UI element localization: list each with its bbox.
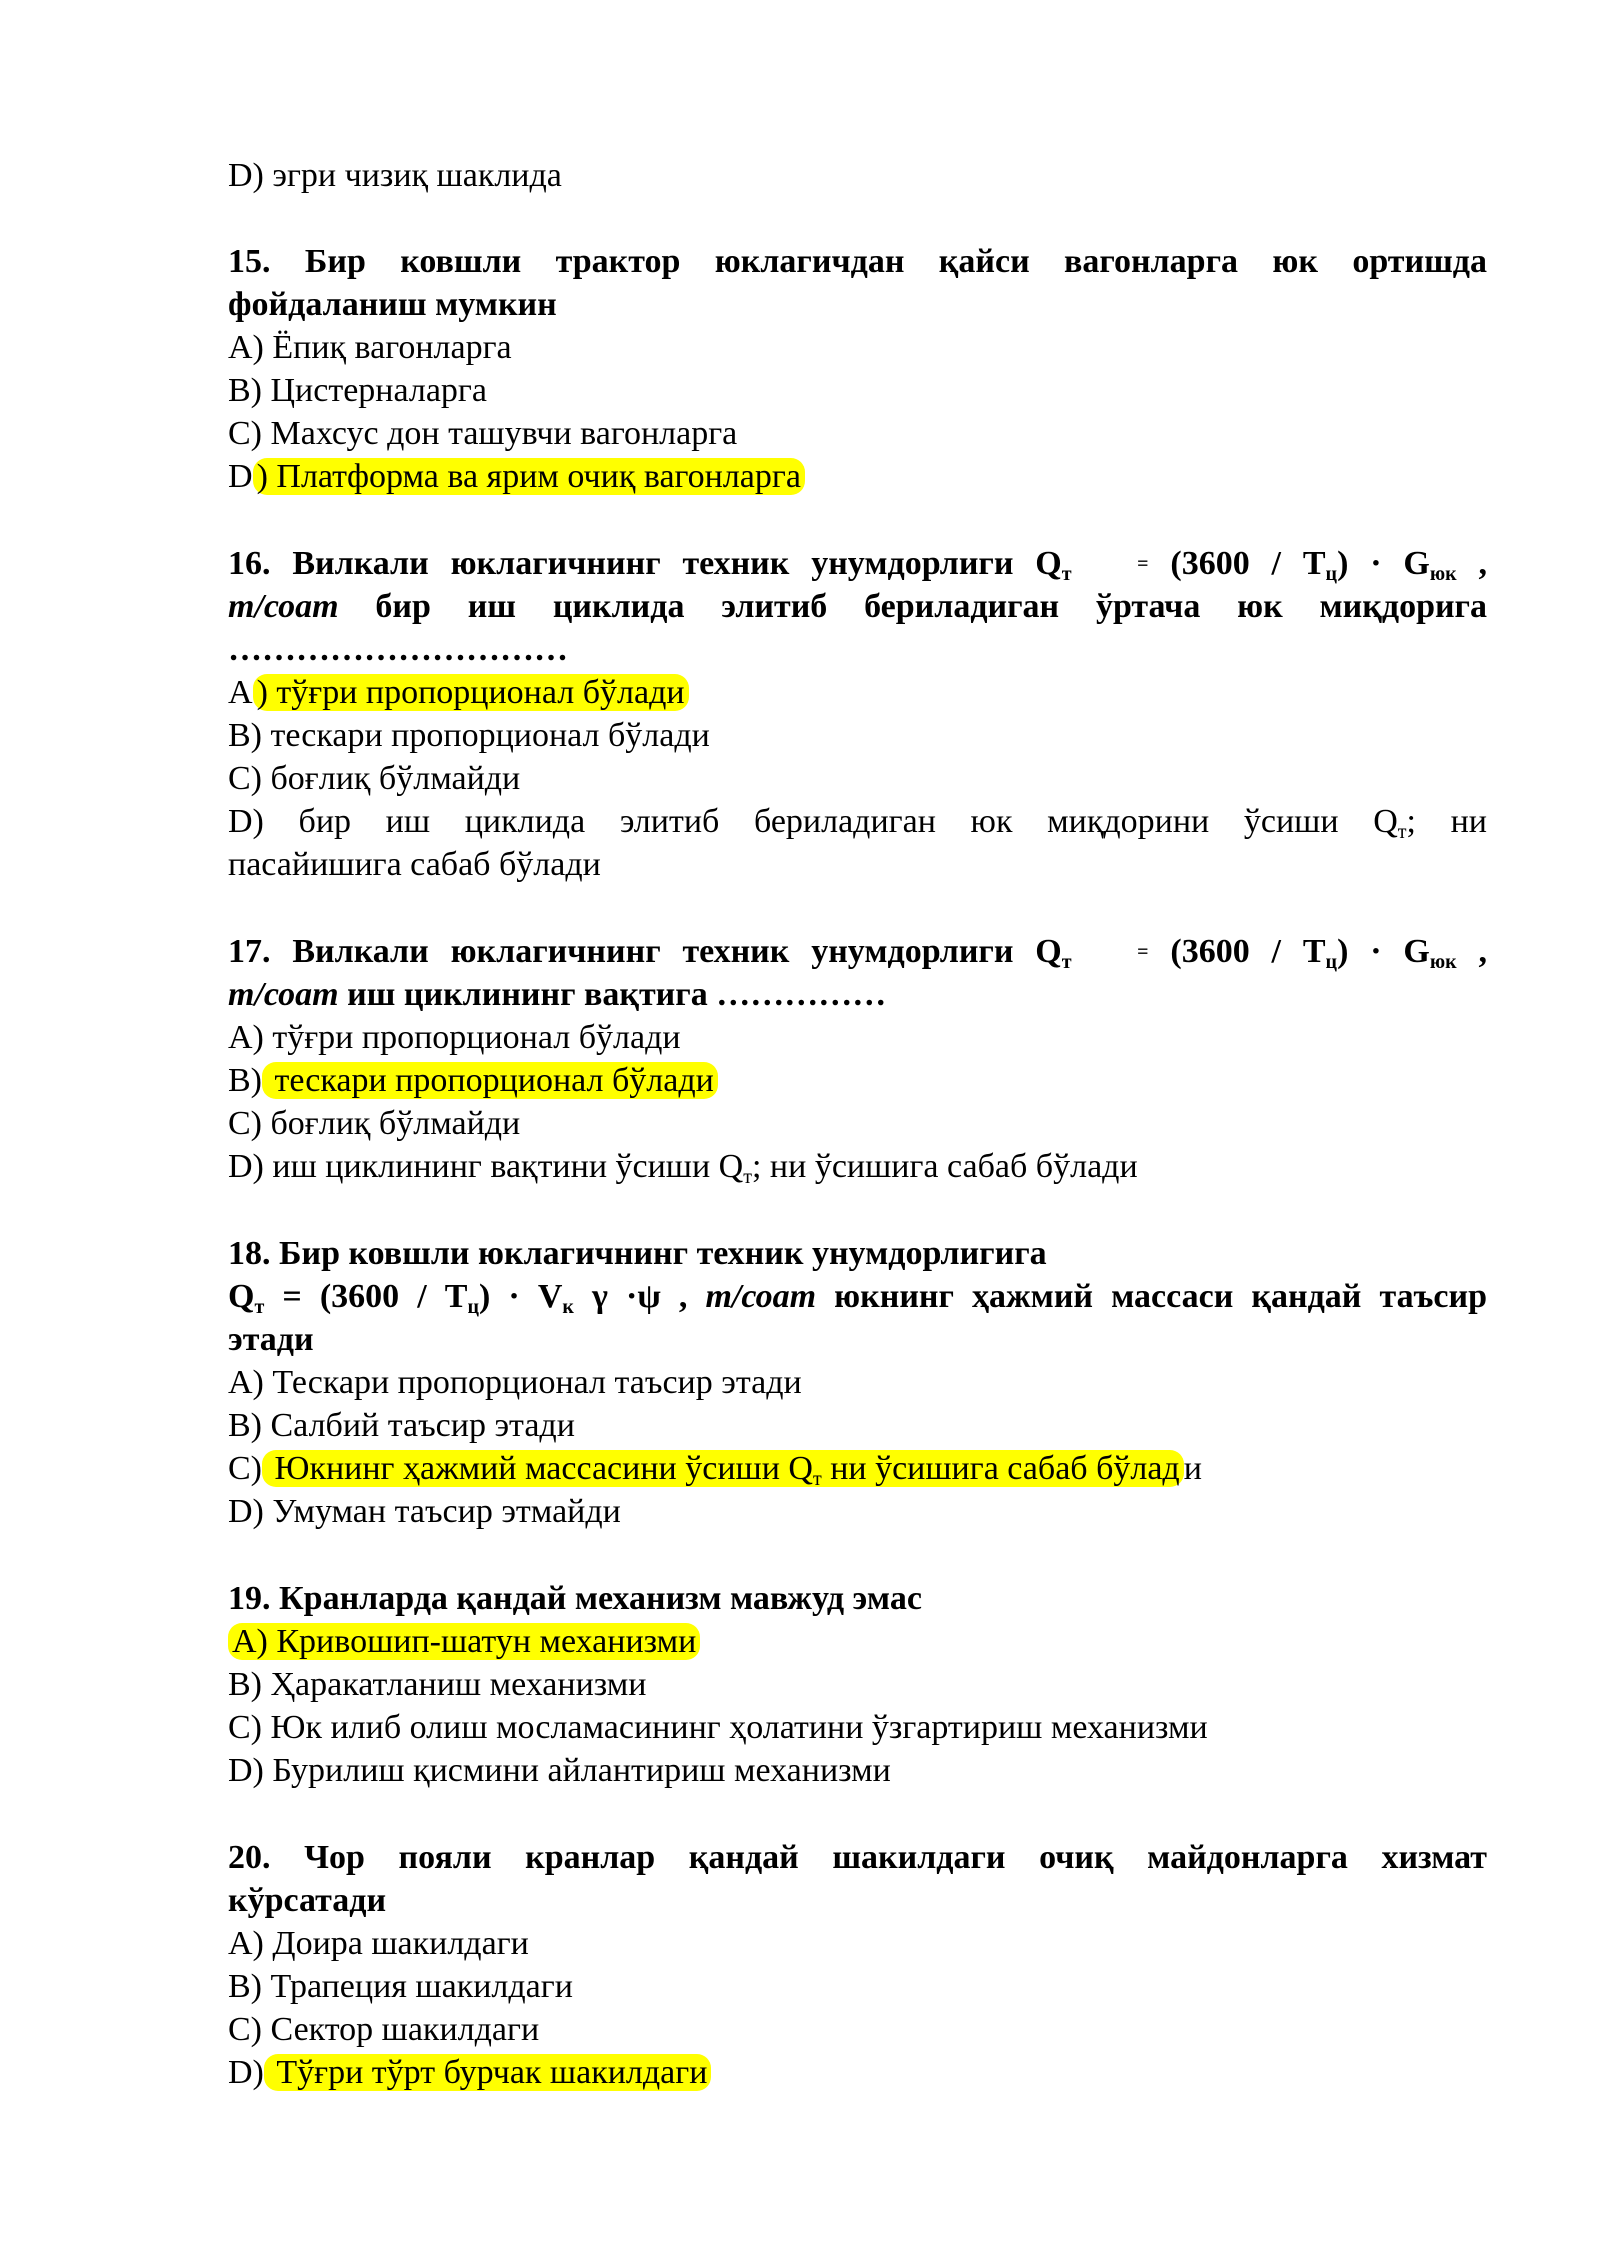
question-18-formula-line: [228, 1275, 1487, 1318]
answer-a: A) Ёпиқ вагонларга: [228, 329, 512, 366]
subscript: к: [562, 1296, 574, 1318]
answer-c: C) Юк илиб олиш мосламасининг ҳолатини ўзгартириш механизми: [228, 1709, 1208, 1746]
subscript: т: [1397, 821, 1407, 843]
answer-text: Юкнинг ҳажмий массасини ўсиши Q: [266, 1450, 813, 1487]
equals-sign: =: [1137, 553, 1149, 575]
formula-part: ) · G: [1337, 933, 1430, 970]
question-16-stem-line3: …………………………: [228, 631, 568, 668]
answer-c: C) Махсус дон ташувчи вагонларга: [228, 415, 738, 452]
answer-d-correct: [228, 455, 805, 498]
formula-part: ) · V: [479, 1278, 563, 1315]
answer-b: B) Цистерналарга: [228, 372, 487, 409]
question-text: иш циклининг вақтига ……………: [347, 976, 887, 1013]
highlighted-answer: тескари пропорционал бўлади: [262, 1062, 718, 1099]
answer-text-tail: и: [1183, 1450, 1202, 1487]
formula-part: (3600 / T: [1170, 933, 1326, 970]
option-letter: C): [228, 1450, 262, 1487]
option-letter: D: [228, 458, 253, 495]
subscript: т: [1061, 563, 1072, 585]
answer-b-correct: [228, 1059, 718, 1102]
answer-c: C) боғлиқ бўлмайди: [228, 760, 521, 797]
option-letter: D): [228, 2054, 264, 2091]
question-text: 16. Вилкали юклагичнинг техник унумдорлиги Q: [228, 545, 1062, 582]
option-letter: A: [228, 674, 253, 711]
question-16-stem-line1: [228, 542, 1487, 586]
question-18-stem-line3: этади: [228, 1321, 314, 1358]
answer-a: A) тўғри пропорционал бўлади: [228, 1019, 681, 1056]
question-19-stem: 19. Кранларда қандай механизм мавжуд эмас: [228, 1580, 922, 1617]
highlighted-answer: [262, 1450, 1184, 1490]
answer-b: B) тескари пропорционал бўлади: [228, 717, 710, 754]
question-20-stem-line2: кўрсатади: [228, 1882, 387, 1919]
answer-d: D) Бурилиш қисмини айлантириш механизми: [228, 1752, 891, 1789]
answer-b: B) Ҳаракатланиш механизми: [228, 1666, 647, 1703]
subscript: юк: [1429, 563, 1457, 585]
answer-b: B) Трапеция шакилдаги: [228, 1968, 573, 2005]
answer-text: ; ни: [1406, 803, 1487, 840]
subscript: т: [743, 1166, 752, 1188]
equals-sign: =: [1137, 941, 1149, 963]
subscript: т: [812, 1468, 822, 1490]
formula-part: ) · G: [1337, 545, 1430, 582]
subscript: т: [1061, 951, 1072, 973]
question-16-stem-line2: [228, 585, 1487, 628]
formula-part: = (3600 / T: [282, 1278, 468, 1315]
unit-text: т/соат: [705, 1278, 817, 1315]
subscript: ц: [467, 1296, 480, 1318]
question-20-stem-line1: 20. Чор пояли кранлар қандай шакилдаги очиқ майдонларга хизмат: [228, 1839, 1487, 1876]
answer-d-line2: пасайишига сабаб бўлади: [228, 846, 601, 883]
answer-d: D) эгри чизиқ шаклида: [228, 157, 562, 194]
answer-a-correct: [228, 671, 689, 714]
option-letter: B): [228, 1062, 262, 1099]
answer-a: A) Доира шакилдаги: [228, 1925, 529, 1962]
subscript: ц: [1325, 563, 1338, 585]
highlighted-answer: Тўғри тўрт бурчак шакилдаги: [264, 2054, 712, 2091]
subscript: юк: [1429, 951, 1457, 973]
question-text: бир иш циклида элитиб бериладиган ўртача юк миқдорига: [375, 588, 1488, 625]
answer-d: [228, 1145, 1138, 1188]
formula-part: Q: [228, 1278, 255, 1315]
question-text: 17. Вилкали юклагичнинг техник унумдорлиги Q: [228, 933, 1062, 970]
unit-text: т/соат: [228, 588, 339, 625]
answer-c-correct: [228, 1447, 1202, 1490]
formula-part: γ ·ψ ,: [592, 1278, 688, 1315]
answer-b: B) Салбий таъсир этади: [228, 1407, 575, 1444]
question-17-stem-line1: [228, 930, 1487, 974]
unit-text: т/соат: [228, 976, 339, 1013]
question-text: юкнинг ҳажмий массаси қандай таъсир: [834, 1278, 1488, 1315]
formula-part: ,: [1478, 545, 1488, 582]
answer-text: D) иш циклининг вақтини ўсиши Q: [228, 1148, 744, 1185]
subscript: т: [254, 1296, 265, 1318]
answer-d: D) Умуман таъсир этмайди: [228, 1493, 621, 1530]
question-18-stem-line1: 18. Бир ковшли юклагичнинг техник унумдорлигига: [228, 1235, 1047, 1272]
answer-a: A) Тескари пропорционал таъсир этади: [228, 1364, 802, 1401]
answer-c: C) боғлиқ бўлмайди: [228, 1105, 521, 1142]
answer-text: D) бир иш циклида элитиб бериладиган юк миқдорини ўсиши Q: [228, 803, 1398, 840]
formula-part: (3600 / T: [1170, 545, 1326, 582]
answer-text: ни ўсишига сабаб бўлад: [821, 1450, 1180, 1487]
formula-part: ,: [1478, 933, 1488, 970]
highlighted-answer: ) Платформа ва ярим очиқ вагонларга: [253, 458, 805, 495]
answer-d-correct: [228, 2051, 711, 2094]
question-15-stem-line2: фойдаланиш мумкин: [228, 286, 557, 323]
subscript: ц: [1325, 951, 1338, 973]
highlighted-answer: A) Кривошип-шатун механизми: [228, 1623, 700, 1660]
answer-c: C) Сектор шакилдаги: [228, 2011, 540, 2048]
question-17-stem-line2: [228, 973, 886, 1016]
highlighted-answer: ) тўғри пропорционал бўлади: [253, 674, 689, 711]
answer-text: ; ни ўсишига сабаб бўлади: [751, 1148, 1138, 1185]
question-15-stem-line1: 15. Бир ковшли трактор юклагичдан қайси вагонларга юк ортишда: [228, 243, 1487, 280]
answer-a-correct: [228, 1620, 700, 1663]
answer-d-line1: [228, 800, 1487, 843]
